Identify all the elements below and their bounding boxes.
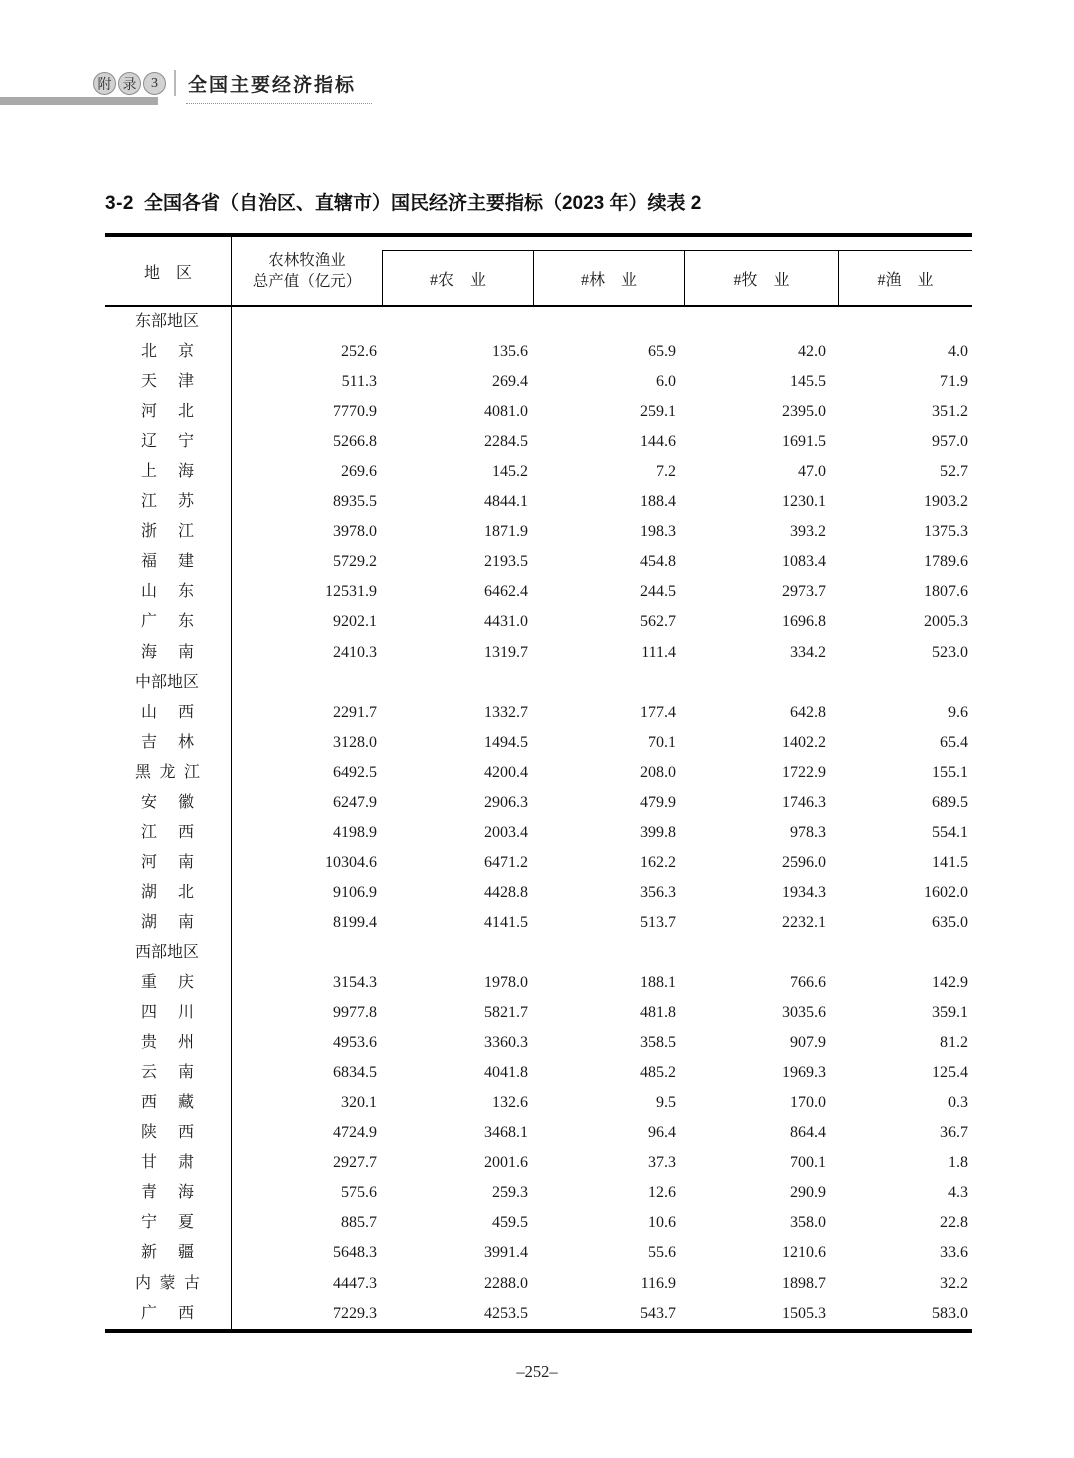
- appendix-badge: [93, 72, 166, 95]
- value-cell-total: 6834.5: [333, 1064, 377, 1082]
- value-cell-fishery: 1807.6: [924, 583, 968, 601]
- value-cell-fishery: 1789.6: [924, 553, 968, 571]
- region-cell: [105, 758, 232, 788]
- table-row: [105, 1148, 972, 1178]
- value-cell-total: 885.7: [341, 1214, 377, 1232]
- region-cell: [105, 878, 232, 908]
- value-cell-agriculture: 4428.8: [484, 883, 528, 901]
- region-name: 海 南: [141, 643, 194, 661]
- value-cell-fishery: 359.1: [932, 1004, 968, 1022]
- region-cell: [105, 1058, 232, 1088]
- region-cell: [105, 577, 232, 607]
- column-header-total-line2: 总产值（亿元）: [252, 273, 362, 290]
- value-cell-fishery: 65.4: [940, 733, 968, 751]
- value-cell-husbandry: 1402.2: [782, 733, 826, 751]
- region-name: 山 西: [141, 703, 194, 721]
- region-cell: [105, 1148, 232, 1178]
- value-cell-agriculture: 2284.5: [484, 433, 528, 451]
- value-cell-husbandry: 2232.1: [782, 913, 826, 931]
- value-cell-total: 2410.3: [333, 643, 377, 661]
- value-cell-forestry: 479.9: [640, 793, 676, 811]
- value-cell-agriculture: 259.3: [492, 1184, 528, 1202]
- value-cell-fishery: 635.0: [932, 913, 968, 931]
- header-gray-bar: [0, 97, 158, 105]
- value-cell-agriculture: 2288.0: [484, 1274, 528, 1292]
- value-cell-agriculture: 3991.4: [484, 1244, 528, 1262]
- value-cell-husbandry: 3035.6: [782, 1004, 826, 1022]
- table-row: [105, 397, 972, 427]
- value-cell-agriculture: 4253.5: [484, 1304, 528, 1322]
- value-cell-total: 2291.7: [333, 703, 377, 721]
- value-cell-total: 511.3: [341, 373, 377, 391]
- value-cell-total: 3128.0: [333, 733, 377, 751]
- region-cell: [105, 848, 232, 878]
- value-cell-forestry: 562.7: [640, 613, 676, 631]
- value-cell-husbandry: 2395.0: [782, 403, 826, 421]
- value-cell-fishery: 957.0: [932, 433, 968, 451]
- value-cell-agriculture: 3468.1: [484, 1124, 528, 1142]
- table-row: [105, 1269, 972, 1299]
- value-cell-agriculture: 4431.0: [484, 613, 528, 631]
- sub-column-headers: [382, 250, 972, 305]
- value-cell-fishery: 125.4: [932, 1064, 968, 1082]
- value-cell-husbandry: 1505.3: [782, 1304, 826, 1322]
- column-header-total-line1: 农林牧渔业: [268, 252, 346, 269]
- table-title-text: 全国各省（自治区、直辖市）国民经济主要指标（2023 年）续表 2: [143, 193, 702, 214]
- badge-char-circle: 录: [118, 72, 141, 95]
- table-row: [105, 1208, 972, 1238]
- value-cell-fishery: 9.6: [948, 703, 968, 721]
- value-cell-husbandry: 766.6: [790, 974, 826, 992]
- value-cell-agriculture: 2003.4: [484, 823, 528, 841]
- value-cell-total: 12531.9: [325, 583, 377, 601]
- value-cell-total: 3978.0: [333, 523, 377, 541]
- region-cell: [105, 517, 232, 547]
- value-cell-forestry: 10.6: [648, 1214, 676, 1232]
- region-name: 浙 江: [141, 523, 194, 541]
- value-cell-agriculture: 1494.5: [484, 733, 528, 751]
- table-row: [105, 1178, 972, 1208]
- region-cell: [105, 1238, 232, 1268]
- value-cell-fishery: 142.9: [932, 974, 968, 992]
- value-cell-fishery: 52.7: [940, 463, 968, 481]
- region-cell: [105, 547, 232, 577]
- value-cell-fishery: 1375.3: [924, 523, 968, 541]
- page-number: –252–: [516, 1362, 558, 1381]
- value-cell-total: 5266.8: [333, 433, 377, 451]
- region-cell: [105, 668, 232, 698]
- region-name: 北 京: [141, 343, 194, 361]
- value-cell-forestry: 188.1: [640, 974, 676, 992]
- value-cell-fishery: 0.3: [948, 1094, 968, 1112]
- value-cell-husbandry: 170.0: [790, 1094, 826, 1112]
- value-cell-agriculture: 269.4: [492, 373, 528, 391]
- value-cell-forestry: 188.4: [640, 493, 676, 511]
- column-header-region: 地 区: [105, 237, 232, 305]
- value-cell-husbandry: 642.8: [790, 703, 826, 721]
- value-cell-fishery: 583.0: [932, 1304, 968, 1322]
- value-cell-agriculture: 1319.7: [484, 643, 528, 661]
- region-name: 广 西: [141, 1304, 194, 1322]
- value-cell-agriculture: 132.6: [492, 1094, 528, 1112]
- region-cell: [105, 367, 232, 397]
- table-row: [105, 938, 972, 968]
- table-body: [105, 307, 972, 1333]
- value-cell-fishery: 71.9: [940, 373, 968, 391]
- value-cell-husbandry: 1898.7: [782, 1274, 826, 1292]
- table-row: [105, 577, 972, 607]
- value-cell-forestry: 244.5: [640, 583, 676, 601]
- value-cell-total: 8935.5: [333, 493, 377, 511]
- table-row: [105, 607, 972, 637]
- region-cell: [105, 908, 232, 938]
- value-cell-forestry: 116.9: [640, 1274, 676, 1292]
- value-cell-fishery: 4.3: [948, 1184, 968, 1202]
- table-row: [105, 1058, 972, 1088]
- region-cell: [105, 728, 232, 758]
- value-cell-total: 5648.3: [333, 1244, 377, 1262]
- region-cell: [105, 1088, 232, 1118]
- value-cell-husbandry: 978.3: [790, 823, 826, 841]
- region-name: 黑 龙 江: [135, 763, 200, 781]
- region-name: 湖 北: [141, 883, 194, 901]
- value-cell-husbandry: 700.1: [790, 1154, 826, 1172]
- table-row: [105, 758, 972, 788]
- table-row: [105, 968, 972, 998]
- region-cell: [105, 788, 232, 818]
- value-cell-total: 7770.9: [333, 403, 377, 421]
- region-cell: [105, 607, 232, 637]
- column-header-fishery: #渔 业: [838, 251, 972, 305]
- region-cell: [105, 397, 232, 427]
- value-cell-total: 9202.1: [333, 613, 377, 631]
- value-cell-agriculture: 135.6: [492, 343, 528, 361]
- value-cell-forestry: 358.5: [640, 1034, 676, 1052]
- value-cell-total: 252.6: [341, 343, 377, 361]
- value-cell-forestry: 6.0: [656, 373, 676, 391]
- value-cell-fishery: 155.1: [932, 763, 968, 781]
- value-cell-husbandry: 1722.9: [782, 763, 826, 781]
- region-name: 辽 宁: [141, 433, 194, 451]
- table-header: [105, 233, 972, 307]
- value-cell-forestry: 481.8: [640, 1004, 676, 1022]
- value-cell-agriculture: 3360.3: [484, 1034, 528, 1052]
- value-cell-fishery: 689.5: [932, 793, 968, 811]
- value-cell-husbandry: 334.2: [790, 643, 826, 661]
- table-row: [105, 457, 972, 487]
- value-cell-husbandry: 2973.7: [782, 583, 826, 601]
- column-header-husbandry: #牧 业: [684, 251, 838, 305]
- value-cell-agriculture: 2001.6: [484, 1154, 528, 1172]
- section-title: 全国主要经济指标: [186, 70, 372, 104]
- region-cell: [105, 1208, 232, 1238]
- table-row: [105, 908, 972, 938]
- value-cell-forestry: 65.9: [648, 343, 676, 361]
- table-row: [105, 367, 972, 397]
- value-cell-forestry: 543.7: [640, 1304, 676, 1322]
- region-cell: [105, 818, 232, 848]
- value-cell-forestry: 162.2: [640, 853, 676, 871]
- value-cell-agriculture: 1978.0: [484, 974, 528, 992]
- table-row: [105, 1028, 972, 1058]
- value-cell-total: 10304.6: [325, 853, 377, 871]
- region-cell: [105, 487, 232, 517]
- value-cell-agriculture: 6462.4: [484, 583, 528, 601]
- region-cell: [105, 938, 232, 968]
- value-cell-forestry: 96.4: [648, 1124, 676, 1142]
- table-row: [105, 1088, 972, 1118]
- region-cell: [105, 337, 232, 367]
- value-cell-forestry: 7.2: [656, 463, 676, 481]
- value-cell-forestry: 12.6: [648, 1184, 676, 1202]
- value-cell-forestry: 9.5: [656, 1094, 676, 1112]
- value-cell-agriculture: 4200.4: [484, 763, 528, 781]
- badge-char-circle: 3: [143, 72, 166, 95]
- table-row: [105, 848, 972, 878]
- value-cell-husbandry: 358.0: [790, 1214, 826, 1232]
- value-cell-forestry: 259.1: [640, 403, 676, 421]
- table-row: [105, 547, 972, 577]
- value-cell-agriculture: 2193.5: [484, 553, 528, 571]
- column-header-total-output: [232, 237, 382, 305]
- value-cell-total: 4953.6: [333, 1034, 377, 1052]
- region-name: 东部地区: [135, 313, 200, 331]
- table-row: [105, 337, 972, 367]
- region-cell: [105, 457, 232, 487]
- table-row: [105, 998, 972, 1028]
- table-row: [105, 1299, 972, 1329]
- table-row: [105, 517, 972, 547]
- table-row: [105, 427, 972, 457]
- value-cell-total: 6492.5: [333, 763, 377, 781]
- table-row: [105, 638, 972, 668]
- region-name: 福 建: [141, 553, 194, 571]
- value-cell-forestry: 485.2: [640, 1064, 676, 1082]
- region-cell: [105, 1118, 232, 1148]
- value-cell-total: 575.6: [341, 1184, 377, 1202]
- value-cell-total: 5729.2: [333, 553, 377, 571]
- value-cell-agriculture: 4844.1: [484, 493, 528, 511]
- value-cell-agriculture: 1871.9: [484, 523, 528, 541]
- statistics-table: [105, 233, 972, 1333]
- region-cell: [105, 1178, 232, 1208]
- value-cell-husbandry: 290.9: [790, 1184, 826, 1202]
- region-name: 中部地区: [135, 673, 200, 691]
- table-number: 3-2: [105, 193, 134, 214]
- region-name: 宁 夏: [141, 1214, 194, 1232]
- value-cell-forestry: 111.4: [641, 643, 676, 661]
- table-row: [105, 818, 972, 848]
- value-cell-fishery: 81.2: [940, 1034, 968, 1052]
- region-name: 江 苏: [141, 493, 194, 511]
- region-name: 西部地区: [135, 944, 200, 961]
- region-name: 贵 州: [141, 1034, 194, 1052]
- region-name: 广 东: [141, 613, 194, 631]
- value-cell-husbandry: 47.0: [798, 463, 826, 481]
- region-name: 新 疆: [141, 1244, 194, 1262]
- value-cell-forestry: 37.3: [648, 1154, 676, 1172]
- value-cell-forestry: 399.8: [640, 823, 676, 841]
- column-header-forestry: #林 业: [533, 251, 684, 305]
- table-row: [105, 698, 972, 728]
- table-row: [105, 487, 972, 517]
- region-name: 内 蒙 古: [135, 1274, 200, 1292]
- region-cell: [105, 638, 232, 668]
- value-cell-total: 6247.9: [333, 793, 377, 811]
- value-cell-fishery: 141.5: [932, 853, 968, 871]
- value-cell-husbandry: 1746.3: [782, 793, 826, 811]
- region-cell: [105, 307, 232, 337]
- value-cell-forestry: 513.7: [640, 913, 676, 931]
- region-name: 江 西: [141, 823, 194, 841]
- value-cell-fishery: 22.8: [940, 1214, 968, 1232]
- value-cell-forestry: 55.6: [648, 1244, 676, 1262]
- table-row: [105, 1118, 972, 1148]
- value-cell-fishery: 1.8: [948, 1154, 968, 1172]
- value-cell-agriculture: 459.5: [492, 1214, 528, 1232]
- value-cell-total: 9106.9: [333, 883, 377, 901]
- value-cell-total: 4198.9: [333, 823, 377, 841]
- value-cell-husbandry: 864.4: [790, 1124, 826, 1142]
- value-cell-forestry: 356.3: [640, 883, 676, 901]
- header-divider: [174, 70, 176, 96]
- value-cell-total: 9977.8: [333, 1004, 377, 1022]
- value-cell-total: 4724.9: [333, 1124, 377, 1142]
- value-cell-husbandry: 1696.8: [782, 613, 826, 631]
- value-cell-forestry: 177.4: [640, 703, 676, 721]
- value-cell-total: 3154.3: [333, 974, 377, 992]
- value-cell-agriculture: 4141.5: [484, 913, 528, 931]
- value-cell-husbandry: 1969.3: [782, 1064, 826, 1082]
- value-cell-fishery: 33.6: [940, 1244, 968, 1262]
- column-header-agriculture: #农 业: [382, 251, 533, 305]
- table-row: [105, 728, 972, 758]
- value-cell-husbandry: 2596.0: [782, 853, 826, 871]
- value-cell-fishery: 523.0: [932, 643, 968, 661]
- badge-char-circle: 附: [93, 72, 116, 95]
- table-row: [105, 788, 972, 818]
- value-cell-fishery: 1602.0: [924, 883, 968, 901]
- value-cell-forestry: 198.3: [640, 523, 676, 541]
- region-name: 陕 西: [141, 1124, 194, 1142]
- value-cell-total: 2927.7: [333, 1154, 377, 1172]
- value-cell-husbandry: 145.5: [790, 373, 826, 391]
- value-cell-husbandry: 1083.4: [782, 553, 826, 571]
- value-cell-agriculture: 4041.8: [484, 1064, 528, 1082]
- value-cell-total: 8199.4: [333, 913, 377, 931]
- value-cell-agriculture: 145.2: [492, 463, 528, 481]
- value-cell-husbandry: 1691.5: [782, 433, 826, 451]
- region-cell: [105, 1269, 232, 1299]
- region-name: 天 津: [141, 373, 194, 391]
- region-name: 上 海: [141, 463, 194, 481]
- value-cell-fishery: 32.2: [940, 1274, 968, 1292]
- region-cell: [105, 698, 232, 728]
- region-name: 青 海: [141, 1184, 194, 1202]
- region-name: 甘 肃: [141, 1154, 194, 1172]
- value-cell-forestry: 70.1: [648, 733, 676, 751]
- value-cell-agriculture: 4081.0: [484, 403, 528, 421]
- value-cell-fishery: 554.1: [932, 823, 968, 841]
- value-cell-agriculture: 1332.7: [484, 703, 528, 721]
- value-cell-total: 269.6: [341, 463, 377, 481]
- value-cell-forestry: 144.6: [640, 433, 676, 451]
- region-name: 重 庆: [141, 974, 194, 992]
- value-cell-husbandry: 393.2: [790, 523, 826, 541]
- region-cell: [105, 998, 232, 1028]
- value-cell-husbandry: 1230.1: [782, 493, 826, 511]
- value-cell-husbandry: 1934.3: [782, 883, 826, 901]
- table-row: [105, 307, 972, 337]
- region-name: 西 藏: [141, 1094, 194, 1112]
- value-cell-husbandry: 907.9: [790, 1034, 826, 1052]
- table-row: [105, 668, 972, 698]
- region-name: 吉 林: [141, 733, 194, 751]
- value-cell-agriculture: 2906.3: [484, 793, 528, 811]
- table-title: [105, 188, 701, 215]
- value-cell-fishery: 351.2: [932, 403, 968, 421]
- region-cell: [105, 968, 232, 998]
- value-cell-agriculture: 6471.2: [484, 853, 528, 871]
- region-name: 云 南: [141, 1064, 194, 1082]
- value-cell-fishery: 36.7: [940, 1124, 968, 1142]
- table-row: [105, 878, 972, 908]
- value-cell-fishery: 4.0: [948, 343, 968, 361]
- value-cell-forestry: 454.8: [640, 553, 676, 571]
- region-name: 河 北: [141, 403, 194, 421]
- value-cell-agriculture: 5821.7: [484, 1004, 528, 1022]
- region-name: 四 川: [141, 1004, 194, 1022]
- region-name: 湖 南: [141, 913, 194, 931]
- region-cell: [105, 1299, 232, 1329]
- region-cell: [105, 427, 232, 457]
- value-cell-fishery: 2005.3: [924, 613, 968, 631]
- value-cell-total: 7229.3: [333, 1304, 377, 1322]
- value-cell-husbandry: 42.0: [798, 343, 826, 361]
- region-name: 河 南: [141, 853, 194, 871]
- value-cell-total: 4447.3: [333, 1274, 377, 1292]
- region-name: 安 徽: [141, 793, 194, 811]
- value-cell-husbandry: 1210.6: [782, 1244, 826, 1262]
- region-name: 山 东: [141, 583, 194, 601]
- value-cell-fishery: 1903.2: [924, 493, 968, 511]
- value-cell-total: 320.1: [341, 1094, 377, 1112]
- table-row: [105, 1238, 972, 1268]
- region-cell: [105, 1028, 232, 1058]
- value-cell-forestry: 208.0: [640, 763, 676, 781]
